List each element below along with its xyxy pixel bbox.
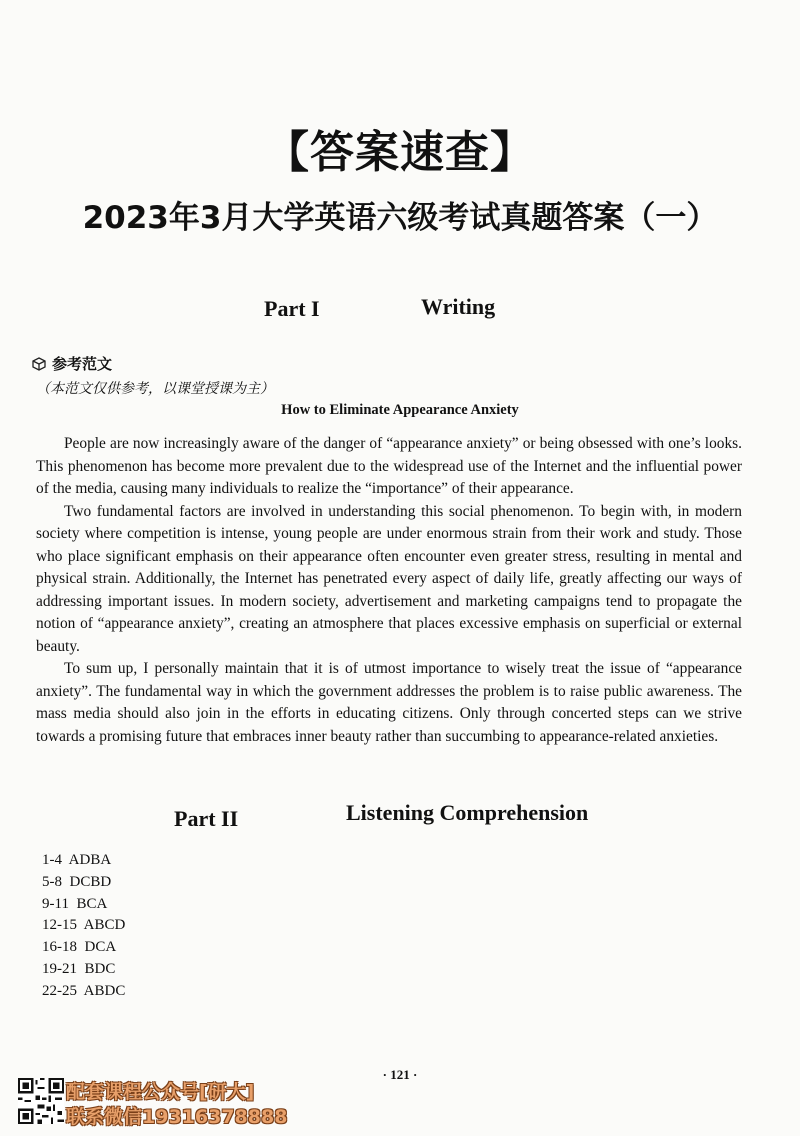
- part2-name: Listening Comprehension: [346, 800, 589, 825]
- page-number: · 121 ·: [382, 1067, 418, 1082]
- watermark-line-2: 联系微信19316378888: [66, 1106, 288, 1128]
- qr-code-icon: [18, 1078, 64, 1124]
- part2-label: Part II: [174, 806, 239, 831]
- answer-item: 9-11 BCA: [42, 895, 108, 912]
- part1-label: Part I: [264, 296, 320, 321]
- reference-heading-text: 参考范文: [52, 355, 113, 373]
- answer-item: 16-18 DCA: [42, 939, 117, 956]
- page-title: 2023年3月大学英语六级考试真题答案（一）: [82, 200, 718, 236]
- watermark-line-1: 配套课程公众号[研大]: [66, 1081, 255, 1103]
- answer-item: 12-15 ABCD: [42, 917, 126, 934]
- essay-title: How to Eliminate Appearance Anxiety: [281, 402, 519, 418]
- answer-item: 19-21 BDC: [42, 960, 116, 977]
- answer-item: 5-8 DCBD: [42, 873, 112, 890]
- essay-body: [36, 433, 742, 748]
- banner-heading: 【答案速查】: [265, 127, 535, 178]
- answer-item: 1-4 ADBA: [42, 852, 112, 868]
- answer-list: [42, 850, 125, 1003]
- part1-name: Writing: [421, 294, 496, 319]
- answer-item: 22-25 ABDC: [42, 982, 126, 999]
- reference-heading: [32, 353, 112, 374]
- essay-paragraph: Two fundamental factors are involved in understanding this social phenomenon. To begin with, in modern society where competition is intense, young people are under enormous strain from their work and study. Those who place significant emphasis on their appearance often encounter even greater stress, resulting in mental and physical strain. Additionally, the Internet has penetrated every aspect of daily life, greatly affecting our ways of addressing important issues. In modern society, advertisement and marketing campaigns tend to propagate the notion of “appearance anxiety”, creating an atmosphere that places excessive emphasis on superficial or external beauty.: [36, 502, 742, 655]
- reference-note: （本范文仅供参考，以课堂授课为主）: [36, 381, 274, 397]
- essay-paragraph: People are now increasingly aware of the danger of “appearance anxiety” or being obsessed with one’s looks. This phenomenon has become more prevalent due to the widespread use of the Internet and the influential power of the media, causing many individuals to realize the “importance” of their appearance.: [36, 435, 742, 497]
- essay-paragraph: To sum up, I personally maintain that it is of utmost importance to wisely treat the issue of “appearance anxiety”. The fundamental way in which the government addresses the problem is to raise public awareness. The mass media should also join in the efforts in educating citizens. Only through concerted steps can we strive towards a promising future that embraces inner beauty rather than succumbing to appearance-related anxieties.: [36, 660, 742, 745]
- cube-icon: [32, 357, 46, 371]
